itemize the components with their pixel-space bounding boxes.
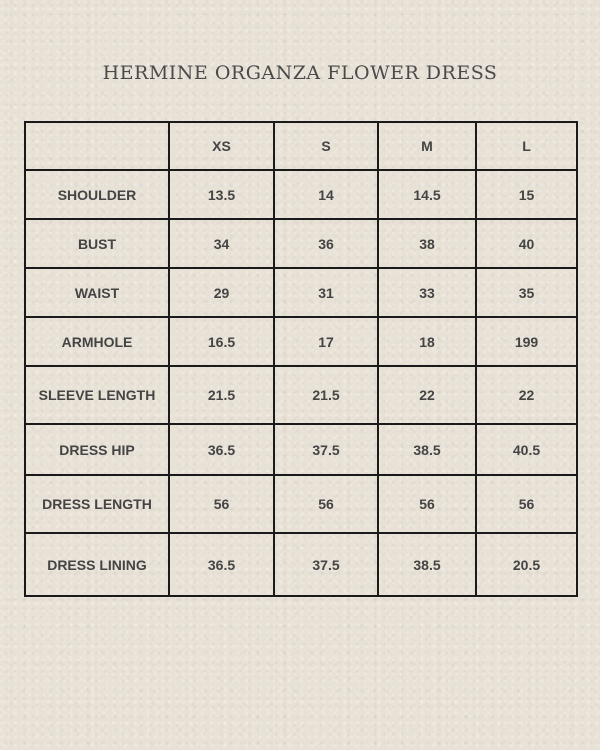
table-row	[25, 268, 577, 317]
table-cell: 21.5	[274, 366, 378, 424]
table-cell: 14	[274, 170, 378, 219]
table-cell: 38.5	[378, 424, 476, 475]
row-label: ARMHOLE	[25, 317, 169, 366]
size-chart-table	[24, 121, 578, 597]
table-cell: 35	[476, 268, 577, 317]
table-cell: 40	[476, 219, 577, 268]
size-header-l: L	[476, 122, 577, 170]
table-cell: 22	[378, 366, 476, 424]
table-row	[25, 424, 577, 475]
table-cell: 40.5	[476, 424, 577, 475]
table-cell: 38	[378, 219, 476, 268]
table-cell: 56	[476, 475, 577, 533]
table-cell: 15	[476, 170, 577, 219]
row-label: SLEEVE LENGTH	[25, 366, 169, 424]
table-cell: 37.5	[274, 533, 378, 596]
table-cell: 29	[169, 268, 274, 317]
table-cell: 37.5	[274, 424, 378, 475]
table-cell: 56	[378, 475, 476, 533]
table-row	[25, 366, 577, 424]
table-row	[25, 533, 577, 596]
table-cell: 16.5	[169, 317, 274, 366]
row-label: BUST	[25, 219, 169, 268]
row-label: SHOULDER	[25, 170, 169, 219]
table-cell: 36.5	[169, 533, 274, 596]
size-header-s: S	[274, 122, 378, 170]
size-header-m: M	[378, 122, 476, 170]
table-cell: 20.5	[476, 533, 577, 596]
table-cell: 56	[169, 475, 274, 533]
table-cell: 36	[274, 219, 378, 268]
table-cell: 38.5	[378, 533, 476, 596]
table-row	[25, 170, 577, 219]
row-label: DRESS HIP	[25, 424, 169, 475]
row-label: DRESS LENGTH	[25, 475, 169, 533]
table-row	[25, 219, 577, 268]
table-cell: 33	[378, 268, 476, 317]
table-corner-cell	[25, 122, 169, 170]
table-cell: 13.5	[169, 170, 274, 219]
table-cell: 17	[274, 317, 378, 366]
page-title: HERMINE ORGANZA FLOWER DRESS	[102, 62, 498, 84]
table-row	[25, 317, 577, 366]
table-row	[25, 475, 577, 533]
table-cell: 18	[378, 317, 476, 366]
table-cell: 22	[476, 366, 577, 424]
table-cell: 31	[274, 268, 378, 317]
table-cell: 14.5	[378, 170, 476, 219]
row-label: WAIST	[25, 268, 169, 317]
table-cell: 34	[169, 219, 274, 268]
table-cell: 56	[274, 475, 378, 533]
table-cell: 21.5	[169, 366, 274, 424]
size-header-xs: XS	[169, 122, 274, 170]
row-label: DRESS LINING	[25, 533, 169, 596]
table-header-row	[25, 122, 577, 170]
table-cell: 36.5	[169, 424, 274, 475]
table-cell: 199	[476, 317, 577, 366]
